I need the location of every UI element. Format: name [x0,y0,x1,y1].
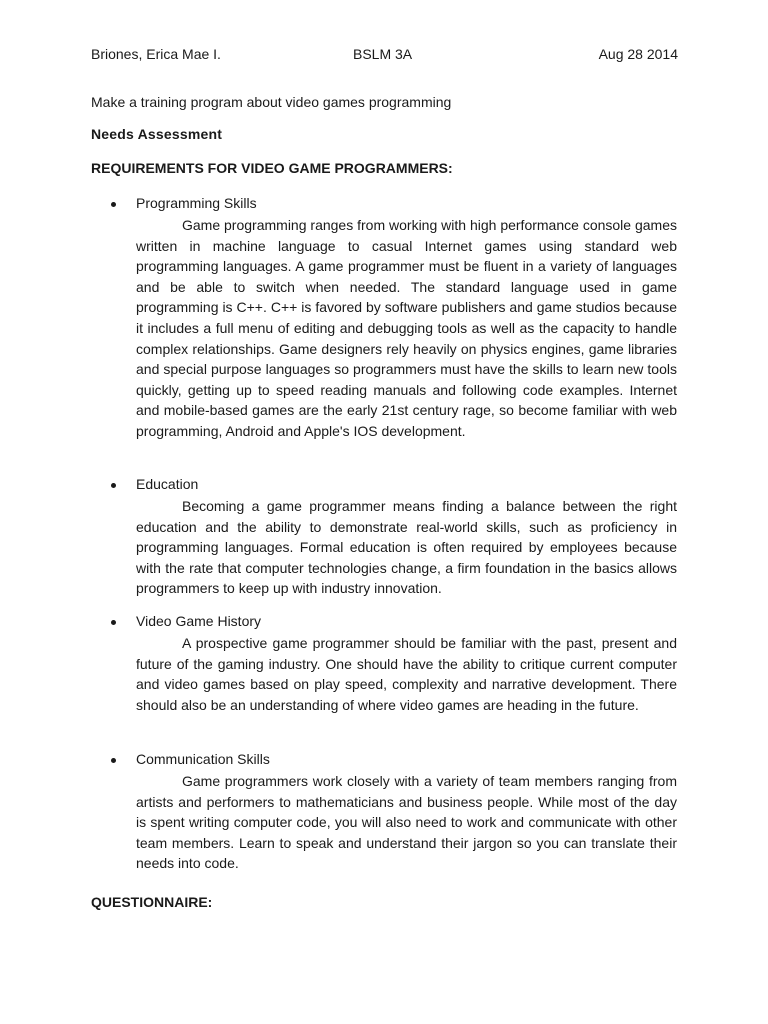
class-section: BSLM 3A [353,46,413,62]
bullet-icon [111,202,116,207]
requirements-heading: REQUIREMENTS FOR VIDEO GAME PROGRAMMERS: [91,160,453,176]
questionnaire-heading: QUESTIONNAIRE: [91,894,213,910]
task-statement: Make a training program about video games programming [91,94,452,110]
bullet-title: Video Game History [136,613,262,629]
document-date: Aug 28 2014 [598,46,678,62]
bullet-body: Game programming ranges from working with high performance console games written in machine language to casual Internet games using standard web programming languages. A game programmer must be fluent in a variety of languages and be able to switch when needed. The standard language used in game programming is C++. C++ is favored by software publishers and game studios because it includes a full menu of editing and debugging tools as well as the capacity to handle complex relationships. Game designers rely heavily on physics engines, game libraries and special purpose languages so programmers must have the skills to learn new tools quickly, getting up to speed reading manuals and following code examples. Internet and mobile-based games are the early 21st century rage, so become familiar with web programming, Android and Apple's IOS development. [136,217,677,439]
bullet-body: A prospective game programmer should be familiar with the past, present and future of the gaming industry. One should have the ability to critique current computer and video games based on play speed, complexity and narrative development. There should also be an understanding of where video games are heading in the future. [136,635,677,713]
bullet-icon [111,620,116,625]
document-header [91,46,678,66]
bullet-body: Becoming a game programmer means finding a balance between the right education and the ability to demonstrate real-world skills, such as proficiency in programming languages. Formal education is often required by employees because with the rate that computer technologies change, a firm foundation in the basics allows programmers to keep up with industry innovation. [136,498,677,597]
bullet-icon [111,758,116,763]
bullet-icon [111,483,116,488]
bullet-title: Programming Skills [136,195,257,211]
author-name: Briones, Erica Mae I. [91,46,221,62]
bullet-body: Game programmers work closely with a variety of team members ranging from artists and performers to mathematicians and business people. While most of the day is spent writing computer code, you will also need to work and communicate with other team members. Learn to speak and understand their jargon so you can translate their needs into code. [136,773,677,872]
needs-assessment-heading: Needs Assessment [91,126,223,142]
bullet-title: Education [136,476,199,492]
bullet-title: Communication Skills [136,751,270,767]
